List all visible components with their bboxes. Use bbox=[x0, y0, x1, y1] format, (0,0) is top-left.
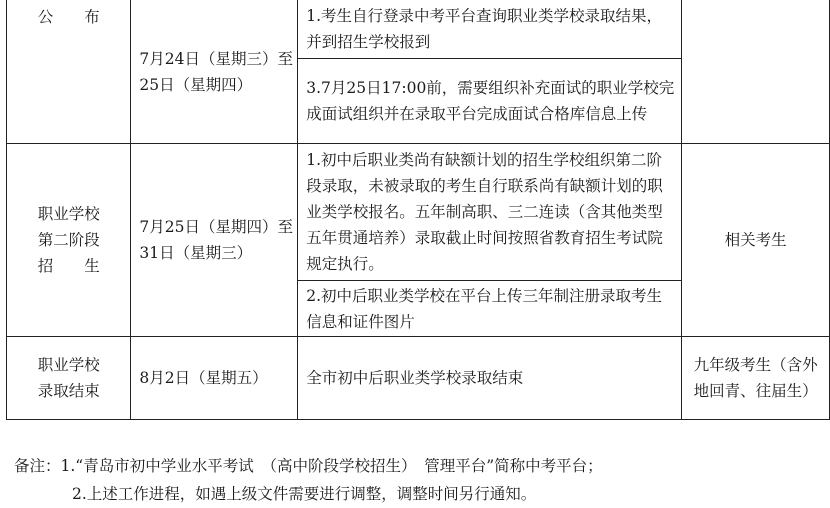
stage-label: 公 布 bbox=[37, 8, 100, 26]
stage-cell bbox=[7, 144, 131, 337]
date-text: 8月2日（星期五） bbox=[139, 369, 268, 387]
note-line-2: 2.上述工作进程，如遇上级文件需要进行调整，调整时间另行通知。 bbox=[72, 485, 537, 503]
date-cell bbox=[131, 0, 298, 144]
work-text: 1.考生自行登录中考平台查询职业类学校录取结果，并到招生学校报到 bbox=[306, 6, 663, 51]
work-cell bbox=[298, 281, 682, 337]
work-text: 3.7月25日17:00前，需要组织补充面试的职业学校完成面试组织并在录取平台完成面试合格库信息上传 bbox=[306, 78, 675, 123]
work-cell bbox=[298, 0, 682, 58]
date-text: 7月25日（星期四）至31日（星期三） bbox=[139, 218, 293, 262]
date-cell bbox=[131, 337, 298, 420]
work-text: 2.初中后职业类学校在平台上传三年制注册录取考生信息和证件图片 bbox=[306, 286, 663, 331]
stage-label: 第二阶段 bbox=[37, 231, 100, 249]
who-cell bbox=[682, 0, 830, 144]
stage-cell bbox=[7, 337, 131, 420]
work-text: 1.初中后职业类尚有缺额计划的招生学校组织第二阶段录取，未被录取的考生自行联系尚有缺额计划的职业类学校报名。五年制高职、三二连读（含其他类型五年贯通培养）录取截止时间按照省教育招生考试院规定执行。 bbox=[306, 151, 663, 273]
work-cell bbox=[298, 337, 682, 420]
date-text: 7月24日（星期三）至25日（星期四） bbox=[139, 49, 293, 94]
stage-cell bbox=[7, 0, 131, 144]
table-row bbox=[7, 337, 830, 420]
work-text: 全市初中后职业类学校录取结束 bbox=[306, 369, 524, 387]
stage-label: 职业学校 bbox=[37, 205, 100, 223]
table-row bbox=[7, 144, 830, 281]
stage-label: 招 生 bbox=[37, 257, 100, 275]
stage-label: 职业学校 bbox=[37, 356, 100, 374]
table-row bbox=[7, 0, 830, 58]
stage-label: 录取结束 bbox=[37, 382, 100, 400]
notes bbox=[14, 452, 603, 508]
date-cell bbox=[131, 144, 298, 337]
who-text: 九年级考生（含外地回青、往届生） bbox=[693, 356, 818, 400]
who-cell bbox=[682, 144, 830, 337]
work-cell bbox=[298, 58, 682, 143]
note-line-1: 备注：1.“青岛市初中学业水平考试 （高中阶段学校招生） 管理平台”简称中考平台； bbox=[14, 457, 603, 475]
schedule-table bbox=[6, 0, 830, 420]
who-cell bbox=[682, 337, 830, 420]
work-cell bbox=[298, 144, 682, 281]
who-text: 相关考生 bbox=[724, 231, 787, 249]
